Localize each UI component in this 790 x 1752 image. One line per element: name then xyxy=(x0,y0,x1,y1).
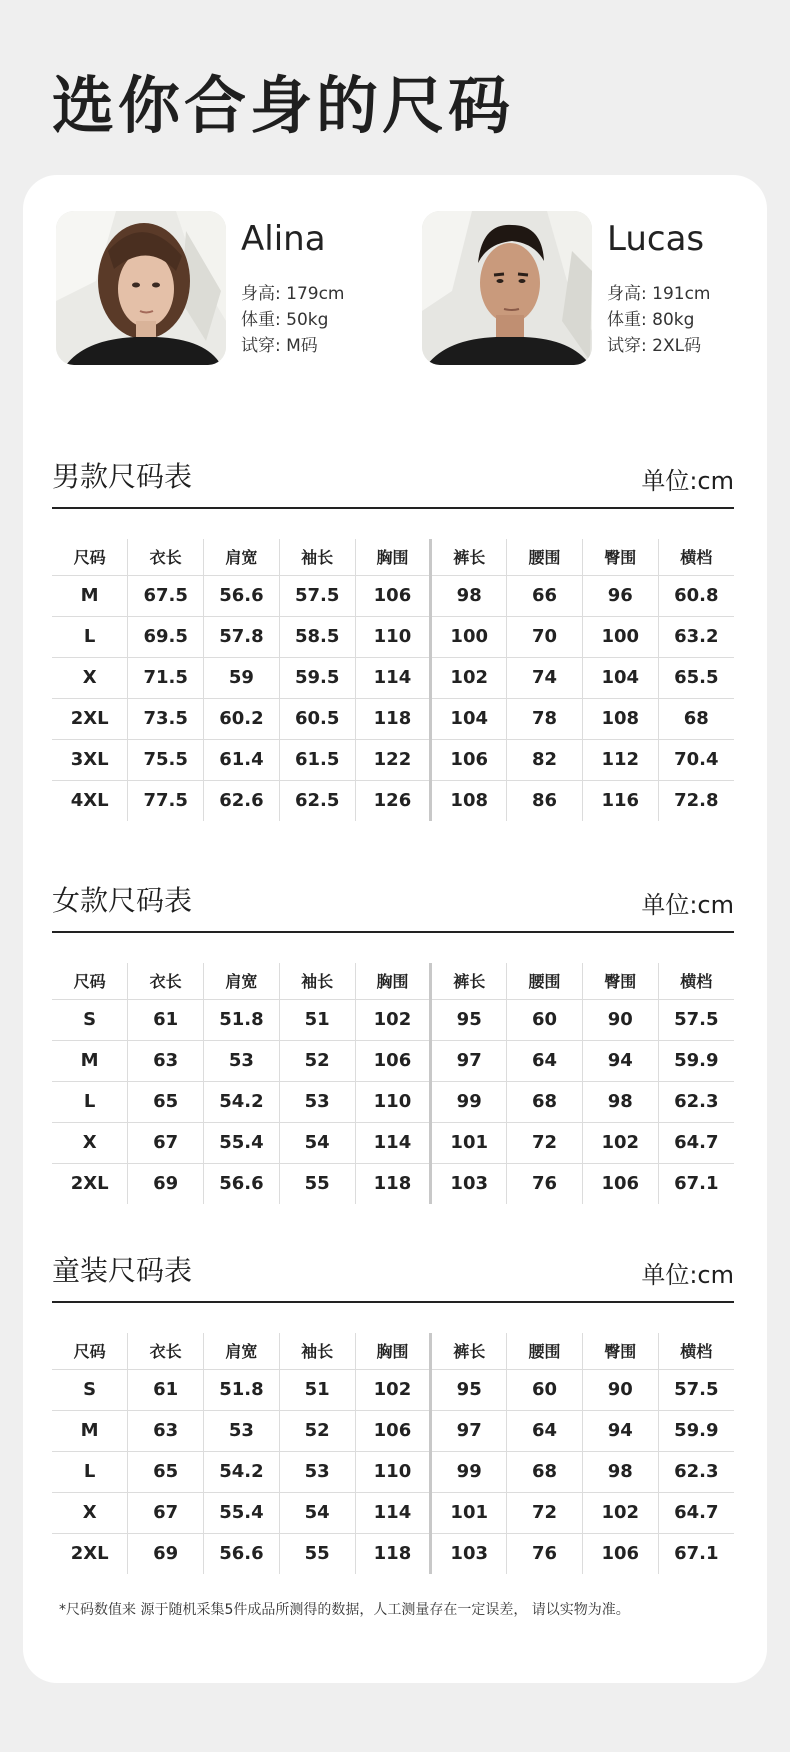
column-header: 胸围 xyxy=(355,963,431,999)
womens-size-table xyxy=(52,963,734,1204)
table-row xyxy=(52,575,734,616)
measurement-cell: 75.5 xyxy=(128,739,204,780)
column-header: 裤长 xyxy=(431,539,507,575)
column-header: 裤长 xyxy=(431,963,507,999)
section-unit: 单位:cm xyxy=(641,467,734,495)
measurement-cell: 122 xyxy=(355,739,431,780)
column-header: 袖长 xyxy=(279,1333,355,1369)
measurement-cell: 69 xyxy=(128,1533,204,1574)
model-weight: 体重: 50kg xyxy=(241,310,329,330)
measurement-cell: 108 xyxy=(582,698,658,739)
measurement-cell: 57.5 xyxy=(658,1369,734,1410)
measurement-cell: 71.5 xyxy=(128,657,204,698)
measurement-cell: 68 xyxy=(658,698,734,739)
measurement-cell: 102 xyxy=(582,1492,658,1533)
model-info xyxy=(607,281,711,359)
table-row xyxy=(52,1122,734,1163)
measurement-cell: 67 xyxy=(128,1122,204,1163)
womens-size-section xyxy=(52,873,734,1204)
table-row xyxy=(52,999,734,1040)
measurement-cell: 55 xyxy=(279,1533,355,1574)
measurement-cell: 63 xyxy=(128,1040,204,1081)
measurement-cell: 53 xyxy=(204,1040,280,1081)
measurement-cell: 54 xyxy=(279,1122,355,1163)
measurement-cell: 57.8 xyxy=(204,616,280,657)
model-height: 身高: 179cm xyxy=(241,284,345,304)
column-header: 肩宽 xyxy=(204,963,280,999)
size-label-cell: S xyxy=(52,1369,128,1410)
measurement-cell: 103 xyxy=(431,1533,507,1574)
column-header: 尺码 xyxy=(52,539,128,575)
measurement-cell: 101 xyxy=(431,1122,507,1163)
measurement-cell: 58.5 xyxy=(279,616,355,657)
table-header-row xyxy=(52,539,734,575)
measurement-cell: 82 xyxy=(507,739,583,780)
measurement-cell: 60.2 xyxy=(204,698,280,739)
measurement-cell: 70 xyxy=(507,616,583,657)
measurement-cell: 69.5 xyxy=(128,616,204,657)
column-header: 衣长 xyxy=(128,539,204,575)
size-label-cell: 2XL xyxy=(70,1543,109,1565)
measurement-cell: 62.3 xyxy=(658,1081,734,1122)
model-fit: 试穿: M码 xyxy=(241,336,318,356)
model-name: Alina xyxy=(241,219,326,259)
measurement-cell: 97 xyxy=(431,1040,507,1081)
column-header: 横档 xyxy=(658,1333,734,1369)
column-header: 腰围 xyxy=(507,1333,583,1369)
measurement-cell: 62.6 xyxy=(204,780,280,821)
measurement-cell: 100 xyxy=(431,616,507,657)
measurement-cell: 62.5 xyxy=(279,780,355,821)
column-header: 横档 xyxy=(658,539,734,575)
table-row xyxy=(52,1163,734,1204)
measurement-cell: 59.9 xyxy=(658,1410,734,1451)
measurement-cell: 72.8 xyxy=(658,780,734,821)
measurement-cell: 95 xyxy=(431,1369,507,1410)
size-label-cell: 2XL xyxy=(52,698,128,739)
size-label-cell: M xyxy=(52,1410,128,1451)
measurement-cell: 118 xyxy=(355,1163,431,1204)
table-row xyxy=(52,657,734,698)
size-label-cell: X xyxy=(52,1492,128,1533)
measurement-cell: 67.1 xyxy=(658,1533,734,1574)
size-label-cell: 2XL xyxy=(70,1173,109,1195)
measurement-cell: 94 xyxy=(582,1040,658,1081)
column-header: 尺码 xyxy=(52,963,128,999)
measurement-cell: 53 xyxy=(204,1410,280,1451)
measurement-cell: 54 xyxy=(279,1492,355,1533)
size-label-cell: S xyxy=(52,999,128,1040)
measurement-cell: 72 xyxy=(507,1492,583,1533)
table-header-row xyxy=(52,1333,734,1369)
measurement-cell: 118 xyxy=(355,698,431,739)
measurement-cell: 74 xyxy=(507,657,583,698)
measurement-cell: 64 xyxy=(507,1040,583,1081)
measurement-cell: 90 xyxy=(582,1369,658,1410)
size-label-cell: X xyxy=(52,1122,128,1163)
measurement-cell: 73.5 xyxy=(128,698,204,739)
measurement-cell: 60 xyxy=(507,1369,583,1410)
column-header: 裤长 xyxy=(431,1333,507,1369)
measurement-cell: 63.2 xyxy=(658,616,734,657)
measurement-cell: 60.5 xyxy=(279,698,355,739)
measurement-cell: 55.4 xyxy=(204,1492,280,1533)
measurement-cell: 99 xyxy=(431,1451,507,1492)
measurement-cell: 106 xyxy=(431,739,507,780)
measurement-cell: 64 xyxy=(507,1410,583,1451)
measurement-cell: 95 xyxy=(431,999,507,1040)
measurement-cell: 90 xyxy=(582,999,658,1040)
measurement-cell: 60.8 xyxy=(658,575,734,616)
section-header xyxy=(52,1243,734,1303)
model-weight: 体重: 80kg xyxy=(607,310,695,330)
model-height: 身高: 191cm xyxy=(607,284,711,304)
table-row xyxy=(52,1451,734,1492)
measurement-cell: 51 xyxy=(279,999,355,1040)
measurement-cell: 100 xyxy=(582,616,658,657)
measurement-cell: 61.5 xyxy=(279,739,355,780)
measurement-cell: 104 xyxy=(582,657,658,698)
measurement-cell: 106 xyxy=(582,1163,658,1204)
table-row xyxy=(52,1533,734,1574)
table-row xyxy=(52,698,734,739)
measurement-cell: 52 xyxy=(279,1040,355,1081)
measurement-cell: 98 xyxy=(582,1081,658,1122)
measurement-cell: 110 xyxy=(355,616,431,657)
measurement-cell: 94 xyxy=(582,1410,658,1451)
measurement-cell: 70.4 xyxy=(658,739,734,780)
measurement-cell: 114 xyxy=(355,1492,431,1533)
measurement-cell: 106 xyxy=(355,1040,431,1081)
measurement-cell: 55 xyxy=(279,1163,355,1204)
column-header: 臀围 xyxy=(582,963,658,999)
column-header: 胸围 xyxy=(355,1333,431,1369)
measurement-cell: 57.5 xyxy=(658,999,734,1040)
column-header: 臀围 xyxy=(582,539,658,575)
mens-size-section xyxy=(52,449,734,821)
measurement-cell: 103 xyxy=(431,1163,507,1204)
table-row xyxy=(52,1410,734,1451)
measurement-cell: 66 xyxy=(507,575,583,616)
measurement-cell: 65.5 xyxy=(658,657,734,698)
kids-size-section xyxy=(52,1243,734,1574)
measurement-cell: 67 xyxy=(128,1492,204,1533)
measurement-cell: 76 xyxy=(507,1163,583,1204)
measurement-cell: 52 xyxy=(279,1410,355,1451)
measurement-cell: 96 xyxy=(582,575,658,616)
measurement-cell: 53 xyxy=(279,1081,355,1122)
measurement-cell: 64.7 xyxy=(658,1492,734,1533)
table-row xyxy=(52,1040,734,1081)
measurement-cell: 51.8 xyxy=(204,1369,280,1410)
page-title: 选你合身的尺码 xyxy=(52,69,515,142)
measurement-cell: 102 xyxy=(582,1122,658,1163)
measurement-cell: 51 xyxy=(279,1369,355,1410)
model-fit: 试穿: 2XL码 xyxy=(607,336,702,356)
column-header: 腰围 xyxy=(507,539,583,575)
measurement-cell: 118 xyxy=(355,1533,431,1574)
column-header: 横档 xyxy=(658,963,734,999)
measurement-cell: 104 xyxy=(431,698,507,739)
measurement-cell: 55.4 xyxy=(204,1122,280,1163)
measurement-cell: 53 xyxy=(279,1451,355,1492)
measurement-cell: 67.1 xyxy=(658,1163,734,1204)
measurement-cell: 68 xyxy=(507,1081,583,1122)
model-card-alina xyxy=(56,211,396,367)
measurement-cell: 61 xyxy=(128,999,204,1040)
column-header: 袖长 xyxy=(279,539,355,575)
column-header: 衣长 xyxy=(128,1333,204,1369)
measurement-cell: 76 xyxy=(507,1533,583,1574)
measurement-cell: 60 xyxy=(507,999,583,1040)
measurement-cell: 59.9 xyxy=(658,1040,734,1081)
column-header: 臀围 xyxy=(582,1333,658,1369)
size-label-cell: M xyxy=(52,575,128,616)
measurement-cell: 116 xyxy=(582,780,658,821)
table-row xyxy=(52,780,734,821)
measurement-cell: 98 xyxy=(582,1451,658,1492)
measurement-cell: 54.2 xyxy=(204,1451,280,1492)
measurement-cell: 106 xyxy=(355,575,431,616)
measurement-cell: 64.7 xyxy=(658,1122,734,1163)
model-info xyxy=(241,281,345,359)
measurement-cell: 102 xyxy=(355,1369,431,1410)
size-label-cell: 3XL xyxy=(52,739,128,780)
model-card-lucas xyxy=(422,211,762,367)
measurement-cell: 97 xyxy=(431,1410,507,1451)
table-row xyxy=(52,1492,734,1533)
measurement-cell: 63 xyxy=(128,1410,204,1451)
measurement-cell: 67.5 xyxy=(128,575,204,616)
measurement-cell: 72 xyxy=(507,1122,583,1163)
kids-size-table xyxy=(52,1333,734,1574)
section-header xyxy=(52,449,734,509)
measurement-cell: 99 xyxy=(431,1081,507,1122)
measurement-cell: 114 xyxy=(355,657,431,698)
mens-size-table xyxy=(52,539,734,821)
measurement-cell: 102 xyxy=(431,657,507,698)
measurement-cell: 126 xyxy=(355,780,431,821)
table-row xyxy=(52,1081,734,1122)
section-title: 女款尺码表 xyxy=(52,884,193,917)
measurement-cell: 114 xyxy=(355,1122,431,1163)
table-row xyxy=(52,1369,734,1410)
size-label-cell: L xyxy=(52,616,128,657)
column-header: 胸围 xyxy=(355,539,431,575)
measurement-cell: 110 xyxy=(355,1451,431,1492)
column-header: 肩宽 xyxy=(204,539,280,575)
size-label-cell: 4XL xyxy=(70,790,109,812)
section-header xyxy=(52,873,734,933)
model-photo-alina xyxy=(56,211,226,365)
table-row xyxy=(52,616,734,657)
size-label-cell: L xyxy=(52,1081,128,1122)
footnote: *尺码数值来 源于随机采集5件成品所测得的数据，人工测量存在一定误差， 请以实物为准。 xyxy=(59,1602,630,1618)
measurement-cell: 101 xyxy=(431,1492,507,1533)
measurement-cell: 102 xyxy=(355,999,431,1040)
column-header: 肩宽 xyxy=(204,1333,280,1369)
column-header: 尺码 xyxy=(52,1333,128,1369)
size-label-cell: L xyxy=(52,1451,128,1492)
table-row xyxy=(52,739,734,780)
measurement-cell: 61 xyxy=(128,1369,204,1410)
measurement-cell: 57.5 xyxy=(279,575,355,616)
section-unit: 单位:cm xyxy=(641,1261,734,1289)
measurement-cell: 86 xyxy=(507,780,583,821)
measurement-cell: 59 xyxy=(204,657,280,698)
measurement-cell: 54.2 xyxy=(204,1081,280,1122)
table-header-row xyxy=(52,963,734,999)
measurement-cell: 68 xyxy=(507,1451,583,1492)
section-title: 童装尺码表 xyxy=(52,1254,193,1287)
measurement-cell: 77.5 xyxy=(128,780,204,821)
measurement-cell: 106 xyxy=(355,1410,431,1451)
measurement-cell: 69 xyxy=(128,1163,204,1204)
measurement-cell: 56.6 xyxy=(204,575,280,616)
measurement-cell: 110 xyxy=(355,1081,431,1122)
size-guide-card xyxy=(23,175,767,1683)
section-title: 男款尺码表 xyxy=(52,460,193,493)
measurement-cell: 78 xyxy=(507,698,583,739)
measurement-cell: 56.6 xyxy=(204,1533,280,1574)
measurement-cell: 108 xyxy=(431,780,507,821)
measurement-cell: 59.5 xyxy=(279,657,355,698)
section-unit: 单位:cm xyxy=(641,891,734,919)
measurement-cell: 65 xyxy=(128,1451,204,1492)
model-name: Lucas xyxy=(607,219,705,259)
size-label-cell: M xyxy=(52,1040,128,1081)
column-header: 衣长 xyxy=(128,963,204,999)
size-label-cell: X xyxy=(52,657,128,698)
column-header: 腰围 xyxy=(507,963,583,999)
measurement-cell: 98 xyxy=(431,575,507,616)
measurement-cell: 62.3 xyxy=(658,1451,734,1492)
measurement-cell: 112 xyxy=(582,739,658,780)
column-header: 袖长 xyxy=(279,963,355,999)
measurement-cell: 61.4 xyxy=(204,739,280,780)
measurement-cell: 56.6 xyxy=(204,1163,280,1204)
measurement-cell: 65 xyxy=(128,1081,204,1122)
measurement-cell: 106 xyxy=(582,1533,658,1574)
model-photo-lucas xyxy=(422,211,592,365)
measurement-cell: 51.8 xyxy=(204,999,280,1040)
